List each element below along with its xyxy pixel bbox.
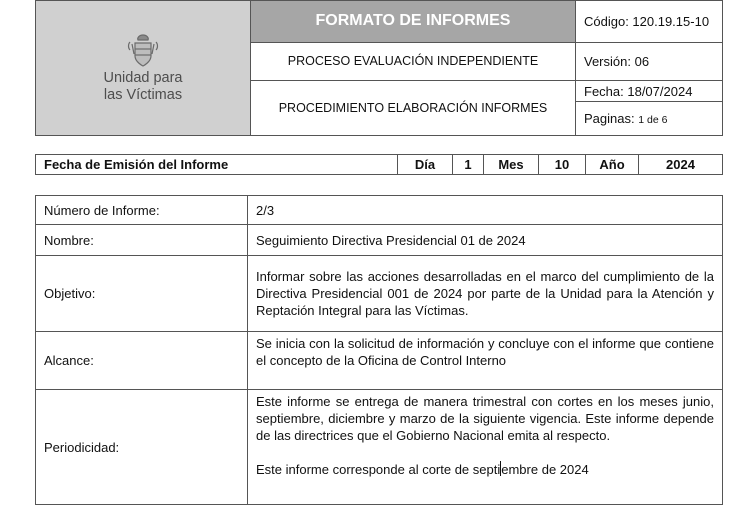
form-version: Versión: 06 [576, 42, 723, 81]
periodicity-text-a: Este informe corresponde al corte de septi [256, 462, 501, 477]
form-pages [576, 102, 723, 136]
form-code: Código: 120.19.15-10 [576, 1, 723, 43]
report-number-value: 2/3 [248, 196, 723, 225]
report-number-label: Número de Informe: [36, 196, 248, 225]
scope-value: Se inicia con la solicitud de información y concluye con el informe que contiene el concepto de la Oficina de Control Interno [248, 332, 723, 390]
table-row [36, 390, 723, 505]
objective-label: Objetivo: [36, 256, 248, 332]
document-header [35, 0, 723, 136]
day-label: Día [398, 155, 453, 175]
report-name-value: Seguimiento Directiva Presidencial 01 de 2024 [248, 225, 723, 256]
periodicity-paragraph-1: Este informe se entrega de manera trimestral con cortes en los meses junio, septiembre, diciembre y marzo de la siguiente vigencia. Este informe depende de las directrices que el Gobierno Nacional emita al respecto. [256, 394, 714, 443]
periodicity-label: Periodicidad: [36, 390, 248, 505]
pages-value: 1 de 6 [638, 114, 668, 127]
form-date: Fecha: 18/07/2024 [576, 81, 723, 102]
table-row [36, 256, 723, 332]
coat-of-arms-icon [126, 32, 160, 70]
logo-cell [36, 1, 251, 136]
logo-text-line1: Unidad para [103, 70, 183, 86]
periodicity-value [248, 390, 723, 505]
periodicity-paragraph-2 [256, 461, 714, 478]
objective-value: Informar sobre las acciones desarrolladas en el marco del cumplimiento de la Directiva Presidencial 001 de 2024 por parte de la Unidad para la Atención y Reptación Integral para las Víctimas. [248, 256, 723, 332]
month-label: Mes [484, 155, 539, 175]
procedure-name: PROCEDIMIENTO ELABORACIÓN INFORMES [251, 81, 576, 136]
year-value: 2024 [639, 155, 723, 175]
emission-date-table [35, 154, 723, 175]
periodicity-text-b: embre de 2024 [501, 462, 589, 477]
logo-text-line2: las Víctimas [103, 87, 183, 103]
scope-label: Alcance: [36, 332, 248, 390]
pages-label: Paginas: [584, 111, 635, 127]
day-value: 1 [453, 155, 484, 175]
table-row [36, 196, 723, 225]
table-row [36, 332, 723, 390]
process-name: PROCESO EVALUACIÓN INDEPENDIENTE [251, 42, 576, 81]
form-title: FORMATO DE INFORMES [251, 1, 576, 43]
table-row [36, 225, 723, 256]
emission-label: Fecha de Emisión del Informe [36, 155, 398, 175]
year-label: Año [586, 155, 639, 175]
report-details-table [35, 195, 723, 505]
report-name-label: Nombre: [36, 225, 248, 256]
month-value: 10 [539, 155, 586, 175]
